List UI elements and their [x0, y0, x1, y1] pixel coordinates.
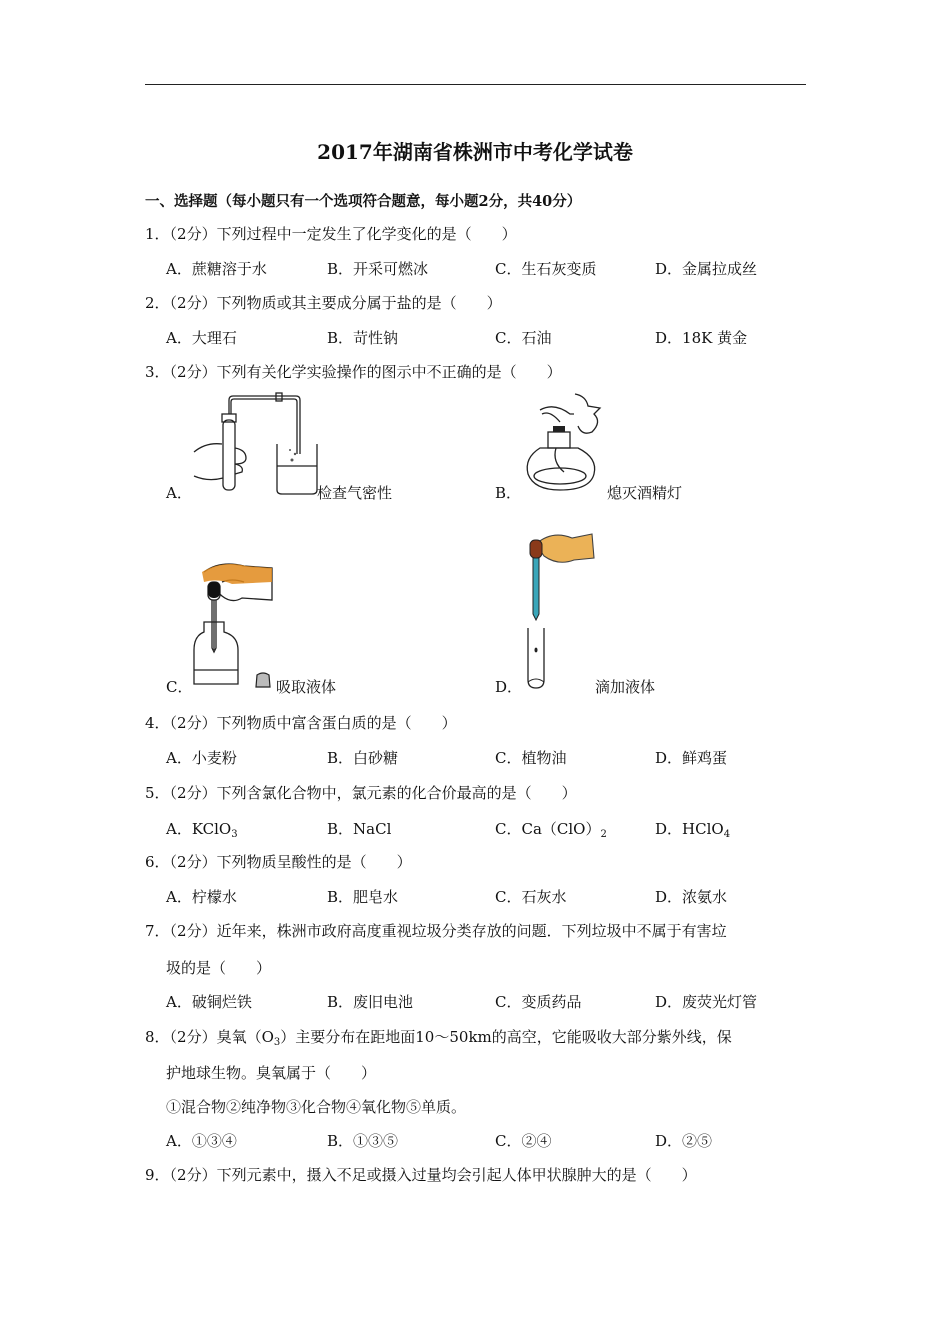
q3-option-b-label: B．: [495, 484, 522, 502]
question-7-line-1: 7．（2分）近年来，株洲市政府高度重视垃圾分类存放的问题．下列垃圾中不属于有害垃: [145, 922, 727, 940]
q5-option-d: D．HClO$_4$: [655, 820, 731, 840]
q5-option-c: C．$Ca(ClO)_2$: [495, 820, 607, 840]
q1-option-a: A．蔗糖溶于水: [166, 260, 267, 278]
q3-option-c-label: C．: [166, 678, 193, 696]
question-4: 4．（2分）下列物质中富含蛋白质的是（ ）: [145, 714, 457, 732]
q8-option-b: B．①③⑤: [327, 1132, 399, 1150]
q2-option-b: B．苛性钠: [327, 329, 399, 347]
q8-option-d: D．②⑤: [655, 1132, 713, 1150]
q4-option-a: A．小麦粉: [166, 749, 237, 767]
q7-option-c: C．变质药品: [495, 993, 582, 1011]
q6-option-d: D．浓氨水: [655, 888, 728, 906]
q8-option-c: C．②④: [495, 1132, 552, 1150]
q7-option-a: A．破铜烂铁: [166, 993, 252, 1011]
question-3: 3．（2分）下列有关化学实验操作的图示中不正确的是（ ）: [145, 363, 562, 381]
q1-option-d: D．金属拉成丝: [655, 260, 758, 278]
question-1: 1．（2分）下列过程中一定发生了化学变化的是（ ）: [145, 225, 517, 243]
header-rule: [145, 84, 806, 85]
q3-option-d-caption: 滴加液体: [595, 678, 656, 696]
q6-option-c: C．石灰水: [495, 888, 567, 906]
question-8-line-2: 护地球生物。臭氧属于（ ）: [166, 1064, 377, 1082]
question-9: 9．（2分）下列元素中，摄入不足或摄入过量均会引起人体甲状腺肿大的是（ ）: [145, 1166, 697, 1184]
q1-option-c: C．生石灰变质: [495, 260, 597, 278]
q5-option-a: A．KClO$_3$: [166, 820, 238, 840]
q2-option-c: C．石油: [495, 329, 552, 347]
q1-option-b: B．开采可燃冰: [327, 260, 429, 278]
q6-option-a: A．柠檬水: [166, 888, 237, 906]
q3-option-b-caption: 熄灭酒精灯: [607, 484, 683, 502]
question-6: 6．（2分）下列物质呈酸性的是（ ）: [145, 853, 412, 871]
q8-option-a: A．①③④: [166, 1132, 237, 1150]
q3-option-c-caption: 吸取液体: [276, 678, 337, 696]
q3-option-a-label: A．: [166, 484, 192, 502]
q7-option-d: D．废荧光灯管: [655, 993, 758, 1011]
question-2: 2．（2分）下列物质或其主要成分属于盐的是（ ）: [145, 294, 502, 312]
figure-alcohol-lamp: [520, 392, 610, 500]
q4-option-c: C．植物油: [495, 749, 567, 767]
bottle-stopper-icon: [253, 671, 273, 689]
question-8-choices: ①混合物②纯净物③化合物④氧化物⑤单质。: [166, 1098, 467, 1116]
section-heading: 一、选择题（每小题只有一个选项符合题意，每小题2分，共40分）: [145, 193, 582, 210]
q7-option-b: B．废旧电池: [327, 993, 414, 1011]
q5-option-b: B．NaCl: [327, 820, 392, 838]
question-8-line-1: 8．（2分）臭氧$(O_3)$主要分布在距地面10～50km的高空，它能吸收大部分紫外线，保: [145, 1028, 732, 1048]
q2-option-d: D．18K 黄金: [655, 329, 748, 347]
question-5: 5．（2分）下列含氯化合物中，氯元素的化合价最高的是（ ）: [145, 784, 577, 802]
q3-option-a-caption: 检查气密性: [317, 484, 393, 502]
q4-option-b: B．白砂糖: [327, 749, 399, 767]
question-7-line-2: 圾的是（ ）: [166, 959, 272, 977]
q4-option-d: D．鲜鸡蛋: [655, 749, 728, 767]
q2-option-a: A．大理石: [166, 329, 237, 347]
q3-option-d-label: D．: [495, 678, 523, 696]
page-title: 2017年湖南省株洲市中考化学试卷: [317, 140, 633, 164]
figure-gas-tightness: [192, 392, 322, 500]
q6-option-b: B．肥皂水: [327, 888, 399, 906]
figure-dropping-liquid: [522, 526, 596, 692]
